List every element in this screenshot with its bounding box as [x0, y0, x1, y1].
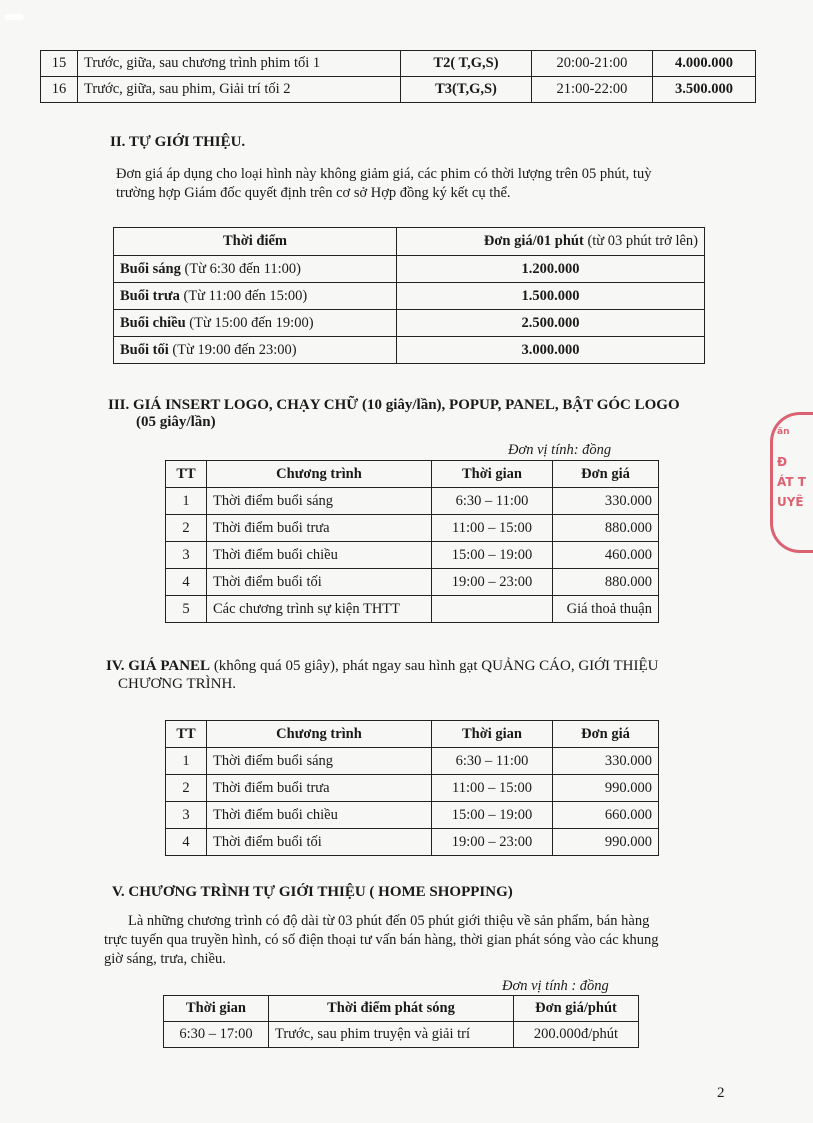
section-heading: IV. GIÁ PANEL (không quá 05 giây), phát ngay sau hình gạt QUẢNG CÁO, GIỚI THIỆU CHƯƠNG TRÌNH.: [106, 658, 659, 692]
red-seal-stamp: ăn Đ ÁT T UYÊ: [770, 412, 813, 553]
unit-note: Đơn vị tính : đồng: [502, 978, 609, 994]
table-header-row: TT Chương trình Thời gian Đơn giá: [166, 461, 659, 488]
table-row: 3 Thời điểm buổi chiều 15:00 – 19:00 460.000: [166, 542, 659, 569]
section-heading: II. TỰ GIỚI THIỆU.: [110, 134, 246, 150]
self-intro-price-table: [113, 227, 705, 364]
section-paragraph: Đơn giá áp dụng cho loại hình này không giảm giá, các phim có thời lượng trên 05 phút, tuỳ trường hợp Giám đốc quyết định trên cơ sở Hợp đồng ký kết cụ thể.: [116, 166, 652, 201]
table-row: Buổi sáng (Từ 6:30 đến 11:00) 1.200.000: [114, 256, 705, 283]
unit-note: Đơn vị tính: đồng: [508, 442, 612, 458]
home-shopping-price-table: [163, 995, 639, 1048]
table-row: 4 Thời điểm buổi tối 19:00 – 23:00 990.000: [166, 829, 659, 856]
table-row: 2 Thời điểm buổi trưa 11:00 – 15:00 880.000: [166, 515, 659, 542]
scan-artifact: [4, 14, 24, 20]
table-row: 6:30 – 17:00 Trước, sau phim truyện và giải trí 200.000đ/phút: [164, 1022, 639, 1048]
page-number: 2: [717, 1085, 725, 1101]
table-row: Buổi trưa (Từ 11:00 đến 15:00) 1.500.000: [114, 283, 705, 310]
table-row: 16 Trước, giữa, sau phim, Giải trí tối 2 T3(T,G,S) 21:00-22:00 3.500.000: [41, 77, 756, 103]
table-header-row: Thời điểm Đơn giá/01 phút (từ 03 phút trở lên): [114, 228, 705, 256]
table-row: 3 Thời điểm buổi chiều 15:00 – 19:00 660.000: [166, 802, 659, 829]
table-row: 1 Thời điểm buổi sáng 6:30 – 11:00 330.000: [166, 488, 659, 515]
table-header-row: TT Chương trình Thời gian Đơn giá: [166, 721, 659, 748]
panel-price-table: [165, 720, 659, 856]
table-header-row: Thời gian Thời điểm phát sóng Đơn giá/phút: [164, 996, 639, 1022]
section-paragraph: Là những chương trình có độ dài từ 03 phút đến 05 phút giới thiệu về sản phẩm, bán hàng trực tuyến qua truyền hình, có số điện thoại tư vấn bán hàng, thời gian phát sóng vào các khung giờ sáng, trưa, chiều.: [104, 913, 659, 967]
ad-price-table-continued: [40, 50, 756, 103]
logo-insert-price-table: [165, 460, 659, 623]
table-row: Buổi tối (Từ 19:00 đến 23:00) 3.000.000: [114, 337, 705, 364]
table-row: Buổi chiều (Từ 15:00 đến 19:00) 2.500.000: [114, 310, 705, 337]
table-row: 2 Thời điểm buổi trưa 11:00 – 15:00 990.000: [166, 775, 659, 802]
table-row: 5 Các chương trình sự kiện THTT Giá thoả thuận: [166, 596, 659, 623]
section-heading: V. CHƯƠNG TRÌNH TỰ GIỚI THIỆU ( HOME SHOPPING): [112, 884, 513, 900]
table-row: 1 Thời điểm buổi sáng 6:30 – 11:00 330.000: [166, 748, 659, 775]
table-row: 4 Thời điểm buổi tối 19:00 – 23:00 880.000: [166, 569, 659, 596]
table-row: 15 Trước, giữa, sau chương trình phim tối 1 T2( T,G,S) 20:00-21:00 4.000.000: [41, 51, 756, 77]
section-heading: III. GIÁ INSERT LOGO, CHẠY CHỮ (10 giây/lần), POPUP, PANEL, BẬT GÓC LOGO (05 giây/lần): [108, 397, 680, 430]
